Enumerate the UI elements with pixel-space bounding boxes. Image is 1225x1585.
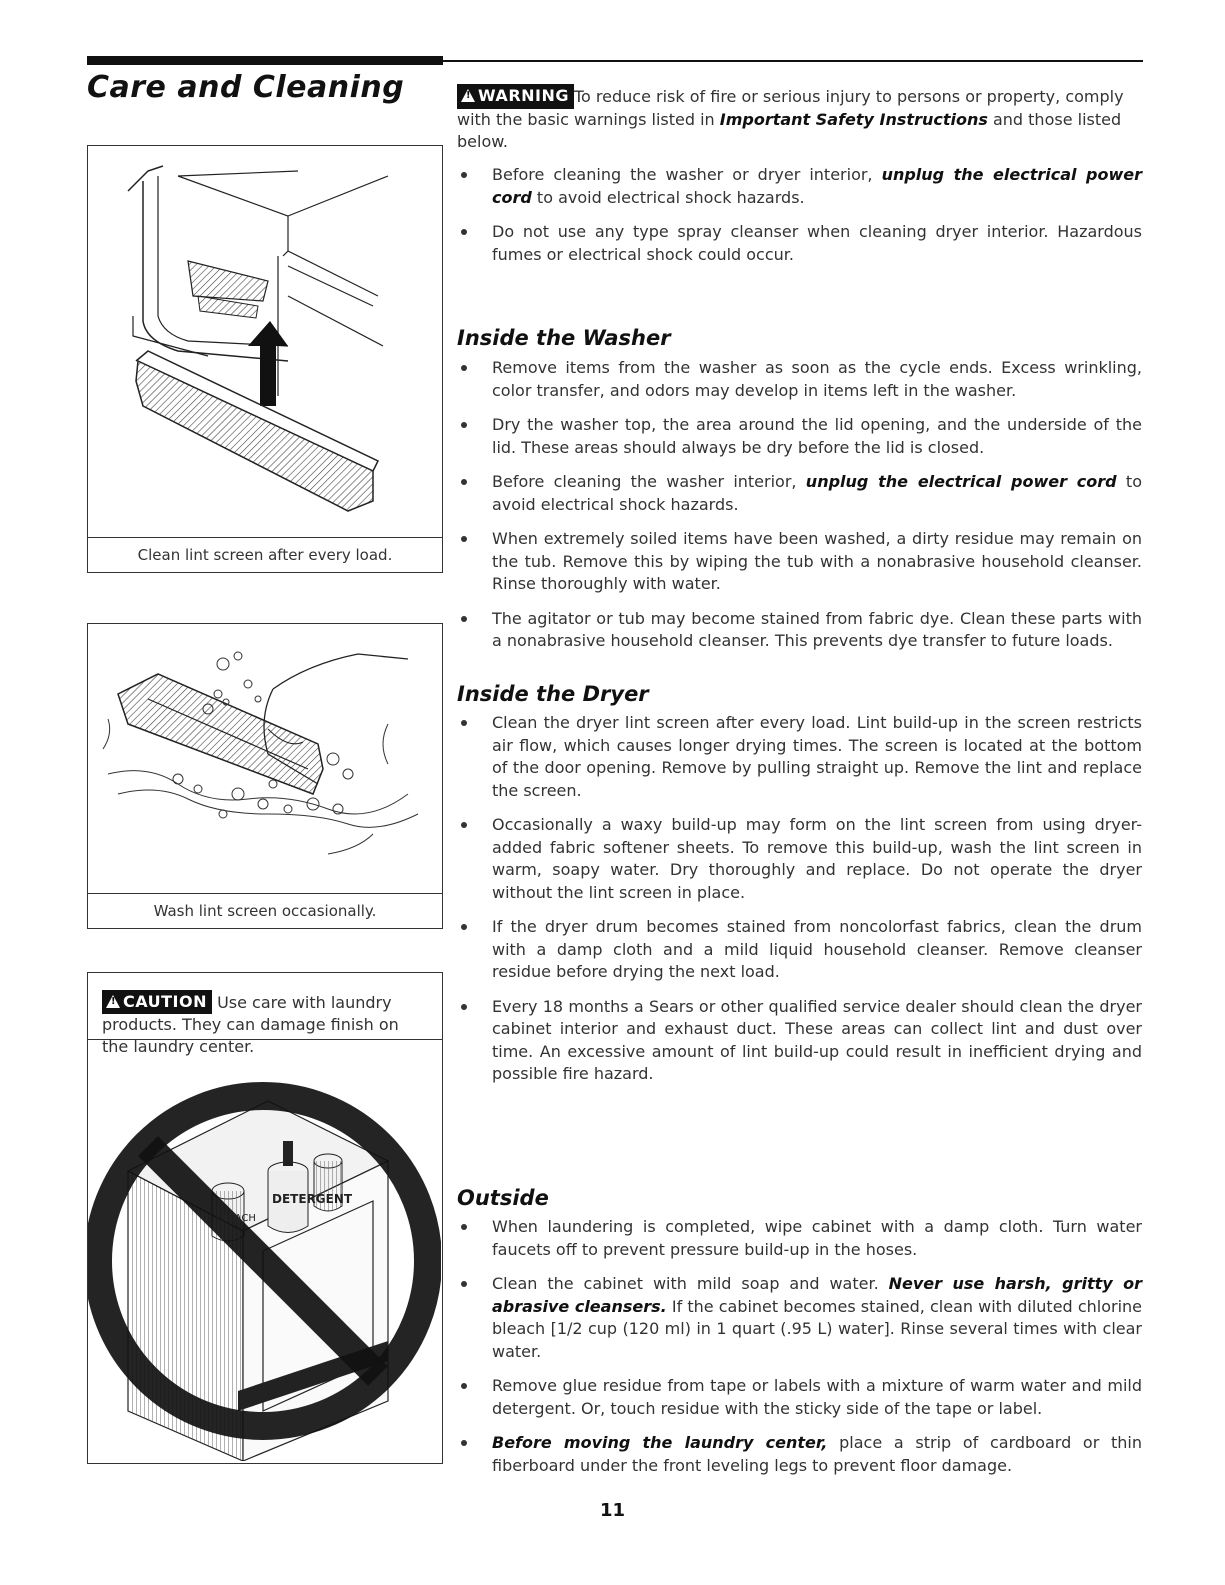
dryer-list: [457, 712, 1142, 1098]
list-item: Remove items from the washer as soon as the cycle ends. Excess wrinkling, color transfer, and odors may develop in items left in the washer.: [457, 357, 1142, 402]
list-item: When laundering is completed, wipe cabinet with a damp cloth. Turn water faucets off to prevent pressure build-up in the hoses.: [457, 1216, 1142, 1261]
detergent-label: DETERGENT: [272, 1192, 353, 1206]
section-heading-dryer: Inside the Dryer: [457, 682, 649, 706]
list-item: Before cleaning the washer or dryer interior, unplug the electrical power cord to avoid electrical shock hazards.: [457, 164, 1142, 209]
section-heading-washer: Inside the Washer: [457, 326, 671, 350]
warning-list: [457, 164, 1142, 278]
list-item: Dry the washer top, the area around the lid opening, and the underside of the lid. These areas should always be dry before the lid is closed.: [457, 414, 1142, 459]
page-number: 11: [600, 1500, 626, 1521]
lint-screen-removal-illustration: [88, 146, 441, 538]
section-heading-outside: Outside: [457, 1186, 549, 1210]
caution-text: Use care with laundry products. They can damage finish on the laundry center.: [102, 993, 399, 1056]
alert-triangle-icon: [106, 995, 120, 1008]
figure-caption-1: Clean lint screen after every load.: [88, 537, 442, 572]
header-rule-thick: [87, 56, 443, 65]
list-item: If the dryer drum becomes stained from noncolorfast fabrics, clean the drum with a damp cloth and a mild liquid household cleanser. Remove cleanser residue before drying the next load.: [457, 916, 1142, 984]
caution-message: [102, 990, 422, 1058]
list-item: Do not use any type spray cleanser when cleaning dryer interior. Hazardous fumes or electrical shock could occur.: [457, 221, 1142, 266]
warning-text: To reduce risk of fire or serious injury to persons or property, comply with the basic warnings listed in: [457, 87, 1124, 129]
header-rule-thin: [443, 60, 1143, 62]
warning-paragraph: [457, 84, 1142, 154]
warning-emphasis: Important Safety Instructions: [719, 109, 988, 129]
list-item: Before moving the laundry center, place a strip of cardboard or thin fiberboard under the front leveling legs to prevent floor damage.: [457, 1432, 1142, 1477]
lint-screen-washing-illustration: [88, 624, 441, 894]
list-item: Occasionally a waxy build-up may form on the lint screen from using dryer-added fabric softener sheets. To remove this build-up, wash the lint screen in warm, soapy water. Dry thoroughly and replace. Do not operate the dryer without the lint screen in place.: [457, 814, 1142, 904]
caution-badge: !CAUTION: [102, 990, 212, 1014]
list-item: When extremely soiled items have been washed, a dirty residue may remain on the tub. Remove this by wiping the tub with a nonabrasive household cleanser. Rinse thoroughly with water.: [457, 528, 1142, 596]
alert-triangle-icon: [461, 89, 475, 102]
list-item: Clean the cabinet with mild soap and water. Never use harsh, gritty or abrasive cleansers. If the cabinet becomes stained, clean with diluted chlorine bleach [1/2 cup (120 ml) in 1 quart (.95 L) water]. Rinse several times with clear water.: [457, 1273, 1142, 1363]
bleach-label: BLEACH: [216, 1213, 256, 1224]
warning-text-end: and those listed below.: [457, 109, 1122, 151]
figure-clean-lint-screen: [87, 145, 443, 573]
list-item: Clean the dryer lint screen after every load. Lint build-up in the screen restricts air flow, which causes longer drying times. The screen is located at the bottom of the door opening. Remove by pulling straight up. Remove the lint and replace the screen.: [457, 712, 1142, 802]
warning-badge: !WARNING: [457, 84, 574, 109]
figure-wash-lint-screen: [87, 623, 443, 929]
list-item: Every 18 months a Sears or other qualified service dealer should clean the dryer cabinet interior and exhaust duct. These areas can collect lint and dust over time. An excessive amount of lint build-up could result in inefficient drying and possible fire hazard.: [457, 996, 1142, 1086]
list-item: Before cleaning the washer interior, unplug the electrical power cord to avoid electrical shock hazards.: [457, 471, 1142, 516]
washer-list: [457, 357, 1142, 665]
list-item: The agitator or tub may become stained from fabric dye. Clean these parts with a nonabrasive household cleanser. This prevents dye transfer to future loads.: [457, 608, 1142, 653]
page-title: Care and Cleaning: [87, 70, 405, 105]
figure-caption-2: Wash lint screen occasionally.: [88, 893, 442, 928]
list-item: Remove glue residue from tape or labels with a mixture of warm water and mild detergent. Or, touch residue with the sticky side of the tape or label.: [457, 1375, 1142, 1420]
prohibited-products-on-cabinet-illustration: [88, 1041, 441, 1461]
outside-list: [457, 1216, 1142, 1489]
